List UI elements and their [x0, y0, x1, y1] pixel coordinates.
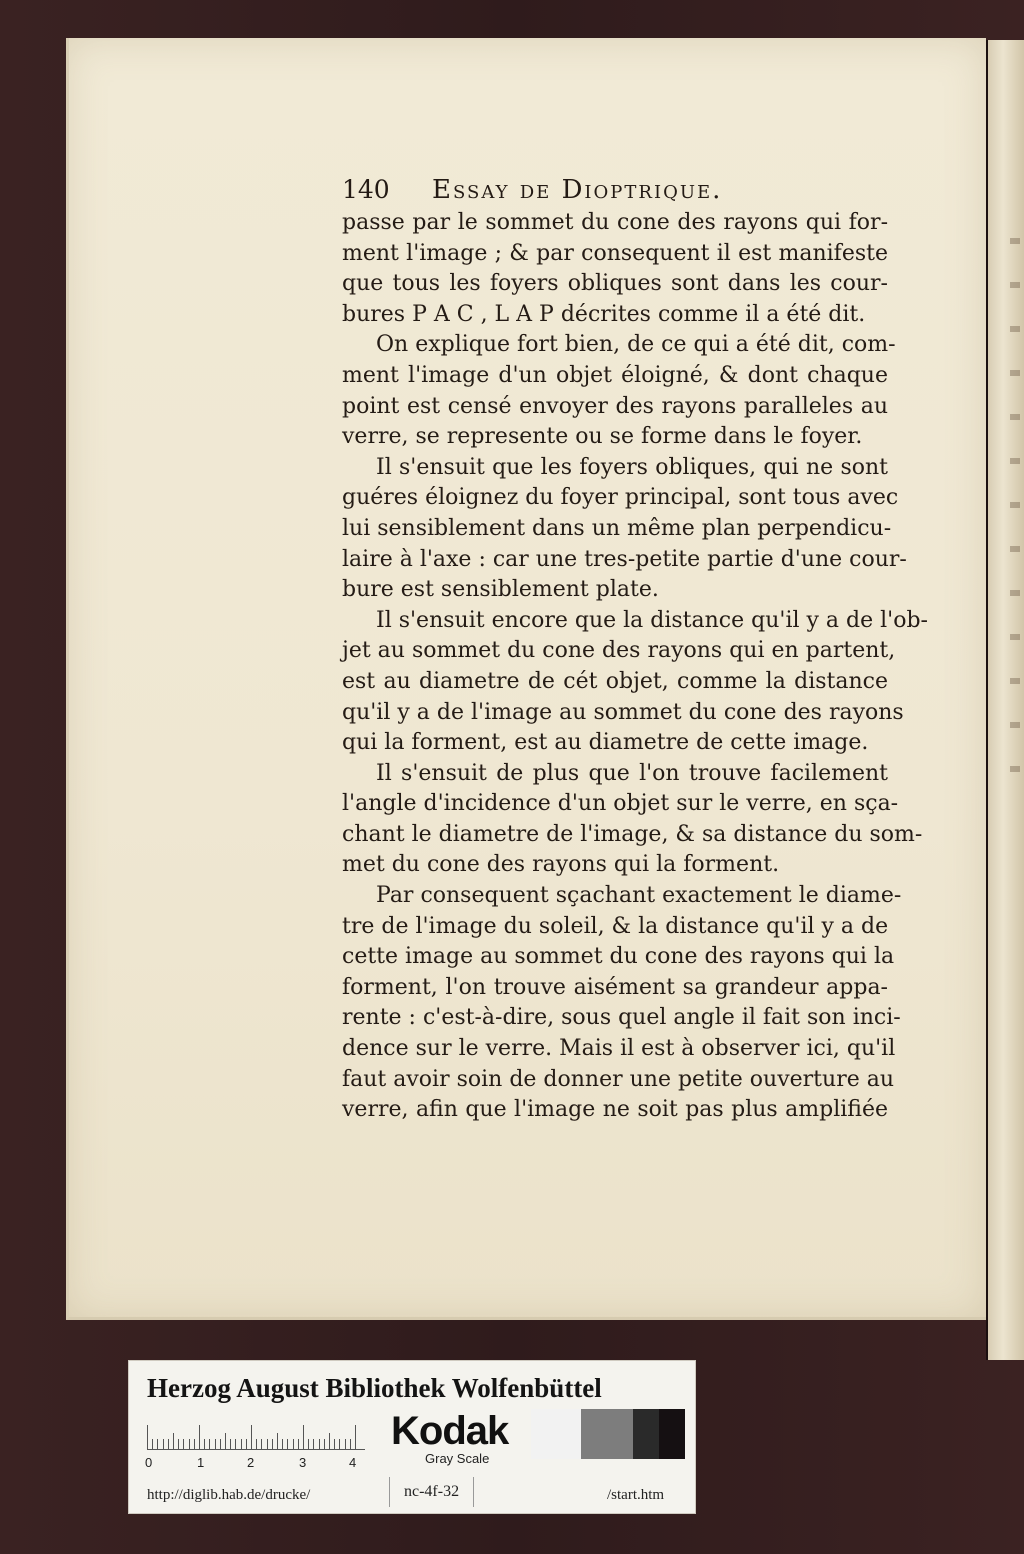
ruler-tick	[329, 1433, 330, 1449]
text-line: dence sur le verre. Mais il est à observer ici, qu'il	[342, 1036, 896, 1062]
url-suffix: /start.htm	[607, 1487, 665, 1503]
page-header	[342, 172, 888, 208]
ruler-tick	[272, 1439, 273, 1449]
ruler-tick	[261, 1439, 262, 1449]
text-line: verre, se represente ou se forme dans le foyer.	[342, 424, 863, 450]
ruler-tick	[157, 1439, 158, 1449]
kodak-logo: Kodak	[391, 1409, 509, 1453]
text-line: cette image au sommet du cone des rayons qui la	[342, 944, 895, 970]
text-line: est au diametre de cét objet, comme la distance	[342, 668, 888, 694]
gray-swatch-dark	[633, 1409, 659, 1459]
text-line: On explique fort bien, de ce qui a été dit, com-	[376, 332, 896, 358]
ruler-tick	[241, 1439, 242, 1449]
adjacent-page-marks	[1010, 200, 1020, 800]
digitization-target-card	[128, 1360, 696, 1514]
text-line: laire à l'axe : car une tres-petite partie d'une cour-	[342, 546, 907, 572]
ruler-tick	[173, 1433, 174, 1449]
ruler-tick	[147, 1425, 148, 1449]
gray-swatch-white	[531, 1409, 581, 1459]
paragraph	[342, 881, 902, 1126]
ruler-tick	[287, 1439, 288, 1449]
gray-swatch-mid	[581, 1409, 633, 1459]
ruler-tick	[152, 1439, 153, 1449]
url-prefix: http://diglib.hab.de/drucke/	[147, 1487, 311, 1503]
ruler-label: 1	[197, 1455, 205, 1470]
ruler-tick	[277, 1433, 278, 1449]
text-line: Par consequent sçachant exactement le diame-	[376, 883, 902, 909]
paragraph	[342, 606, 928, 759]
ruler-tick	[230, 1439, 231, 1449]
ruler-tick	[204, 1439, 205, 1449]
text-line: bures P A C , L A P décrites comme il a été dit.	[342, 301, 866, 327]
ruler-tick	[189, 1439, 190, 1449]
ruler-tick	[220, 1439, 221, 1449]
text-line: passe par le sommet du cone des rayons qui for-	[342, 210, 888, 235]
text-line: l'angle d'incidence d'un objet sur le verre, en sça-	[342, 791, 899, 817]
text-line: verre, afin que l'image ne soit pas plus amplifiée	[342, 1097, 888, 1123]
text-line: ment l'image d'un objet éloigné, & dont chaque	[342, 362, 888, 388]
ruler-label: 4	[349, 1455, 357, 1470]
text-line: que tous les foyers obliques sont dans les cour-	[342, 271, 888, 297]
text-line: rente : c'est-à-dire, sous quel angle il fait son inci-	[342, 1005, 901, 1031]
ruler-tick	[246, 1439, 247, 1449]
text-line: Il s'ensuit encore que la distance qu'il y a de l'ob-	[376, 607, 928, 633]
text-line: tre de l'image du soleil, & la distance qu'il y a de	[342, 913, 889, 939]
paragraph	[342, 330, 896, 452]
text-line: jet au sommet du cone des rayons qui en partent,	[342, 638, 896, 664]
paragraph	[342, 453, 907, 606]
ruler-tick	[339, 1439, 340, 1449]
text-line: qui la forment, est au diametre de cette image.	[342, 730, 869, 756]
ruler-tick	[282, 1439, 283, 1449]
ruler-tick	[209, 1439, 210, 1449]
paragraph	[342, 759, 923, 881]
text-line: lui sensiblement dans un même plan perpendicu-	[342, 515, 892, 541]
ruler-tick	[225, 1433, 226, 1449]
text-line: Il s'ensuit que les foyers obliques, qui ne sont	[376, 454, 888, 480]
ruler-tick	[345, 1439, 346, 1449]
ruler-tick	[168, 1439, 169, 1449]
text-line: forment, l'on trouve aisément sa grandeur appa-	[342, 974, 888, 1000]
text-line: ment l'image ; & par consequent il est manifeste	[342, 240, 888, 266]
running-title: Essay de Dioptrique.	[432, 175, 723, 205]
shelfmark: nc-4f-32	[389, 1477, 474, 1507]
page-body	[342, 208, 928, 1126]
text-line: bure est sensiblement plate.	[342, 577, 659, 603]
ruler-label: 0	[145, 1455, 153, 1470]
text-line: faut avoir soin de donner une petite ouverture au	[342, 1066, 895, 1092]
gray-swatch-black	[659, 1409, 685, 1459]
measurement-ruler	[147, 1417, 365, 1450]
text-line: guéres éloignez du foyer principal, sont tous avec	[342, 485, 899, 511]
gray-scale-label: Gray Scale	[425, 1451, 490, 1466]
text-line: met du cone des rayons qui la forment.	[342, 852, 780, 878]
ruler-tick	[163, 1439, 164, 1449]
ruler-tick	[303, 1425, 304, 1449]
ruler-tick	[313, 1439, 314, 1449]
ruler-tick	[178, 1439, 179, 1449]
ruler-tick	[308, 1439, 309, 1449]
text-line: chant le diametre de l'image, & sa distance du som-	[342, 821, 923, 847]
ruler-tick	[298, 1439, 299, 1449]
ruler-tick	[215, 1439, 216, 1449]
text-line: Il s'ensuit de plus que l'on trouve facilement	[376, 760, 888, 786]
ruler-label: 3	[299, 1455, 307, 1470]
ruler-tick	[251, 1425, 252, 1449]
ruler-tick	[235, 1439, 236, 1449]
ruler-tick	[267, 1439, 268, 1449]
ruler-tick	[324, 1439, 325, 1449]
ruler-tick	[334, 1439, 335, 1449]
library-name: Herzog August Bibliothek Wolfenbüttel	[147, 1373, 602, 1403]
ruler-tick	[350, 1439, 351, 1449]
text-line: point est censé envoyer des rayons paralleles au	[342, 393, 888, 419]
ruler-label: 2	[247, 1455, 255, 1470]
ruler-tick	[183, 1439, 184, 1449]
page-number: 140	[342, 175, 390, 204]
ruler-tick	[355, 1425, 356, 1449]
ruler-tick	[293, 1439, 294, 1449]
paragraph	[342, 208, 888, 330]
ruler-tick	[256, 1439, 257, 1449]
ruler-tick	[194, 1439, 195, 1449]
ruler-tick	[319, 1439, 320, 1449]
ruler-tick	[199, 1425, 200, 1449]
text-line: qu'il y a de l'image au sommet du cone des rayons	[342, 699, 904, 725]
